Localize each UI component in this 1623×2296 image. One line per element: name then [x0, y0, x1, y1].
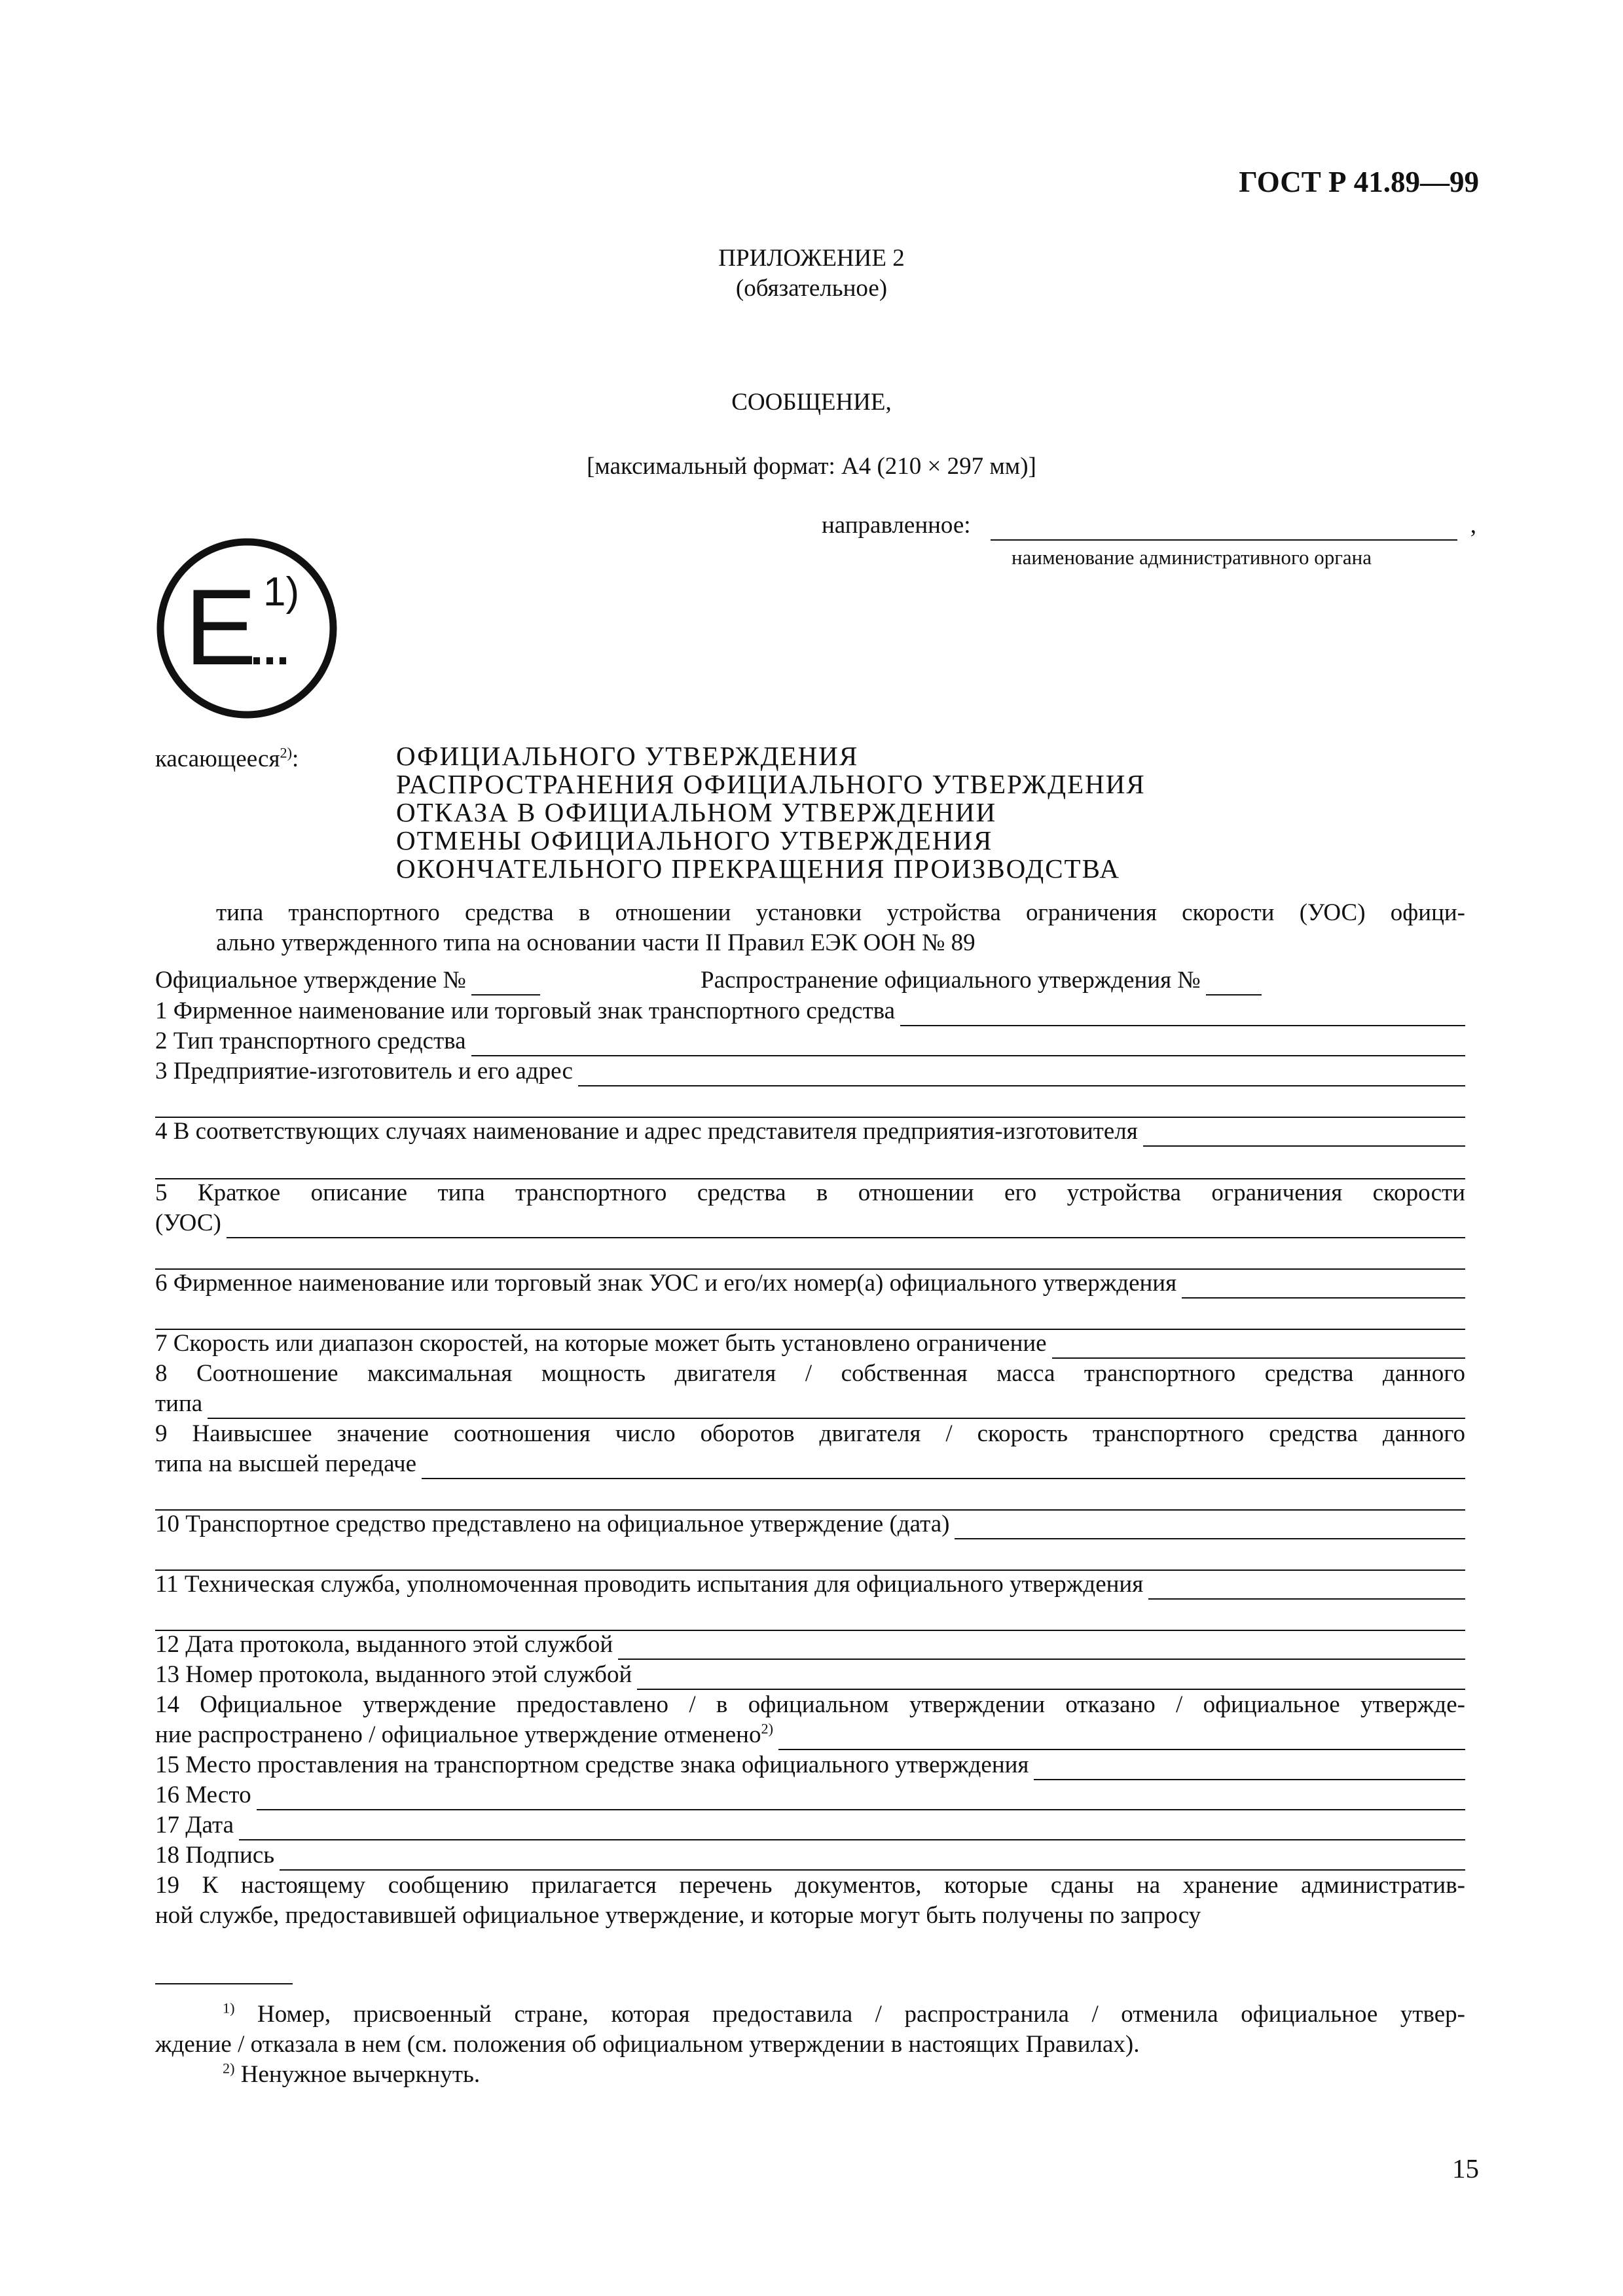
concerning-item: ОФИЦИАЛЬНОГО УТВЕРЖДЕНИЯ	[396, 741, 859, 771]
annex-subtitle: (обязательное)	[735, 275, 888, 302]
concerning-text: касающееся	[155, 745, 280, 772]
concerning-footnote-ref: 2)	[280, 744, 292, 761]
field-17-label: 17 Дата	[155, 1812, 234, 1839]
field-11-label: 11 Техническая служба, уполномоченная проводить испытания для официального утверждения	[155, 1571, 1144, 1598]
approval-mark-emblem	[152, 533, 342, 723]
sent-to-comma: ,	[1470, 512, 1476, 539]
footnote-1	[155, 2000, 1465, 2030]
concerning-label	[155, 744, 299, 774]
concerning-colon: :	[291, 745, 299, 772]
message-format: [максимальный формат: А4 (210 × 297 мм)]	[587, 453, 1036, 480]
intro-line-1: типа транспортного средства в отношении установки устройства ограничения скорости (УОС) офици-	[216, 899, 1465, 926]
field-6	[155, 1268, 1465, 1299]
field-17-input[interactable]	[239, 1817, 1465, 1840]
field-1-label: 1 Фирменное наименование или торговый знак транспортного средства	[155, 997, 896, 1024]
annex-title: ПРИЛОЖЕНИЕ 2	[718, 245, 905, 272]
field-18-label: 18 Подпись	[155, 1842, 275, 1869]
field-1	[155, 996, 1465, 1026]
emblem-superscript: 1)	[263, 569, 300, 615]
field-4	[155, 1117, 1465, 1147]
field-14-footnote-ref: 2)	[761, 1720, 773, 1737]
intro-line-2: ально утвержденного типа на основании части II Правил ЕЭК ООН № 89	[216, 929, 976, 956]
approval-number-label: Официальное утверждение №	[155, 967, 466, 994]
field-18	[155, 1840, 1465, 1871]
field-11-input[interactable]	[1148, 1576, 1465, 1600]
field-5	[155, 1208, 1465, 1238]
footnote-2-text: Ненужное вычеркнуть.	[240, 2061, 481, 2088]
field-10-input[interactable]	[955, 1516, 1465, 1539]
field-18-input[interactable]	[280, 1847, 1465, 1871]
sent-to-field[interactable]	[991, 517, 1457, 541]
extension-number-label: Распространение официального утверждения №	[701, 967, 1201, 994]
field-17	[155, 1810, 1465, 1840]
footnote-1-text: Номер, присвоенный стране, которая предоставила / распространила / отменила официальное утвер-	[257, 2001, 1466, 2028]
field-9	[155, 1449, 1465, 1479]
field-9-label-cont: типа на высшей передаче	[155, 1450, 417, 1477]
footnote-1-mark: 1)	[223, 2000, 235, 2017]
field-14-label-cont	[155, 1720, 773, 1750]
field-19-label-cont: ной службе, предоставившей официальное утверждение, и которые могут быть получены по запросу	[155, 1902, 1201, 1929]
field-7	[155, 1329, 1465, 1359]
concerning-item: ОКОНЧАТЕЛЬНОГО ПРЕКРАЩЕНИЯ ПРОИЗВОДСТВА	[396, 853, 1120, 884]
concerning-item: ОТКАЗА В ОФИЦИАЛЬНОМ УТВЕРЖДЕНИИ	[396, 797, 997, 827]
field-4-label: 4 В соответствующих случаях наименование и адрес представителя предприятия-изготовителя	[155, 1118, 1138, 1145]
concerning-item: ОТМЕНЫ ОФИЦИАЛЬНОГО УТВЕРЖДЕНИЯ	[396, 825, 993, 855]
field-2-label: 2 Тип транспортного средства	[155, 1028, 466, 1054]
field-14	[155, 1720, 1465, 1750]
emblem-dots: ...	[250, 622, 290, 675]
field-3	[155, 1056, 1465, 1086]
field-6-input[interactable]	[1182, 1275, 1465, 1299]
field-16-input[interactable]	[257, 1787, 1465, 1810]
field-3-label: 3 Предприятие-изготовитель и его адрес	[155, 1058, 573, 1085]
field-1-input[interactable]	[900, 1003, 1465, 1026]
approval-number-field[interactable]	[471, 972, 540, 996]
field-7-label: 7 Скорость или диапазон скоростей, на которые может быть установлено ограничение	[155, 1330, 1047, 1357]
field-15	[155, 1750, 1465, 1780]
field-8	[155, 1389, 1465, 1419]
field-5-label-cont: (УОС)	[155, 1210, 221, 1236]
emblem-letter: E	[185, 567, 257, 687]
field-5-label: 5 Краткое описание типа транспортного средства в отношении его устройства ограничения скорости	[155, 1179, 1465, 1206]
field-13	[155, 1660, 1465, 1690]
field-11	[155, 1570, 1465, 1600]
field-15-input[interactable]	[1034, 1757, 1465, 1780]
footnote-2	[223, 2060, 480, 2090]
field-8-input[interactable]	[208, 1395, 1465, 1419]
field-3-input[interactable]	[578, 1063, 1465, 1086]
field-7-input[interactable]	[1052, 1335, 1465, 1359]
footnote-separator	[155, 1983, 293, 1984]
field-12-input[interactable]	[618, 1636, 1465, 1660]
field-16	[155, 1780, 1465, 1810]
field-12-label: 12 Дата протокола, выданного этой службой	[155, 1631, 613, 1658]
field-10	[155, 1509, 1465, 1539]
extension-number-row	[701, 965, 1342, 996]
concerning-list	[396, 742, 1146, 883]
field-5-input[interactable]	[227, 1215, 1465, 1238]
field-9-input[interactable]	[422, 1456, 1465, 1479]
extension-number-field[interactable]	[1206, 972, 1262, 996]
field-14-label: 14 Официальное утверждение предоставлено / в официальном утверждении отказано / официальное утвержде-	[155, 1691, 1465, 1718]
field-2	[155, 1026, 1465, 1056]
concerning-item: РАСПРОСТРАНЕНИЯ ОФИЦИАЛЬНОГО УТВЕРЖДЕНИЯ	[396, 769, 1146, 799]
field-9-label: 9 Наивысшее значение соотношения число оборотов двигателя / скорость транспортного средства данного	[155, 1420, 1465, 1447]
field-8-label-cont: типа	[155, 1390, 203, 1417]
field-13-label: 13 Номер протокола, выданного этой службой	[155, 1661, 632, 1688]
sent-to-row	[822, 511, 1476, 541]
field-12	[155, 1630, 1465, 1660]
field-14-text: ние распространено / официальное утверждение отменено	[155, 1721, 761, 1748]
field-2-input[interactable]	[471, 1033, 1465, 1056]
field-8-label: 8 Соотношение максимальная мощность двигателя / собственная масса транспортного средства данного	[155, 1360, 1465, 1387]
field-15-label: 15 Место проставления на транспортном средстве знака официального утверждения	[155, 1751, 1029, 1778]
sent-to-label: направленное:	[822, 512, 971, 539]
approval-number-row	[155, 965, 633, 996]
page-number: 15	[1452, 2153, 1479, 2183]
sent-to-caption: наименование административного органа	[1012, 546, 1372, 569]
document-code: ГОСТ Р 41.89—99	[1239, 166, 1479, 198]
field-4-input[interactable]	[1143, 1123, 1465, 1147]
field-13-input[interactable]	[637, 1666, 1465, 1690]
field-19-label: 19 К настоящему сообщению прилагается перечень документов, которые сданы на хранение административ-	[155, 1872, 1465, 1899]
footnote-1-cont: ждение / отказала в нем (см. положения об официальном утверждении в настоящих Правилах).	[155, 2031, 1140, 2058]
footnote-2-mark: 2)	[223, 2060, 235, 2077]
field-16-label: 16 Место	[155, 1782, 251, 1808]
field-10-label: 10 Транспортное средство представлено на официальное утверждение (дата)	[155, 1511, 950, 1537]
field-14-input[interactable]	[778, 1727, 1465, 1750]
field-6-label: 6 Фирменное наименование или торговый знак УОС и его/их номер(а) официального утверждения	[155, 1270, 1177, 1297]
message-title: СООБЩЕНИЕ,	[731, 389, 892, 416]
